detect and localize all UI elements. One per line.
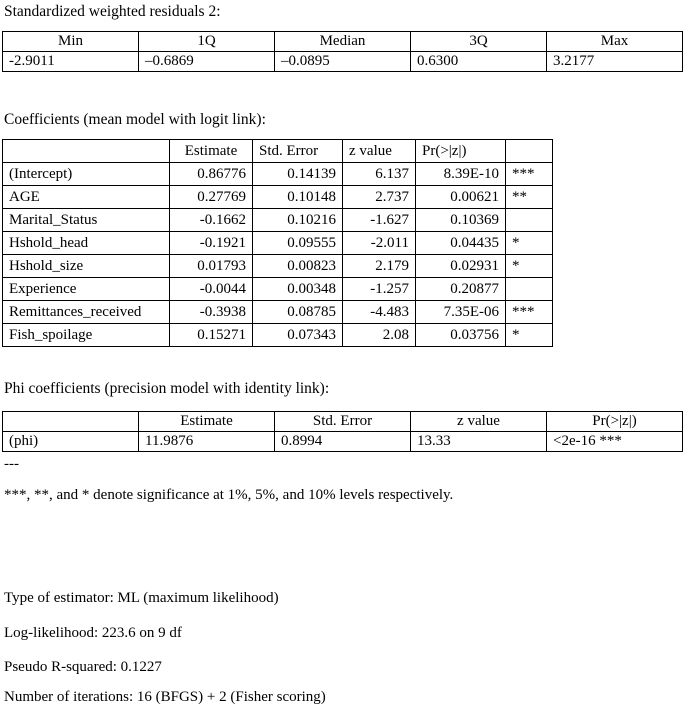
estimate-cell: 0.27769	[170, 186, 253, 209]
significance-note: ***, **, and * denote significance at 1%, 5%, and 10% levels respectively.	[4, 487, 454, 503]
zvalue-cell: 2.08	[343, 324, 416, 347]
estimate-cell: 0.86776	[170, 163, 253, 186]
estimate-cell: 0.01793	[170, 255, 253, 278]
stderror-cell: 0.10148	[253, 186, 343, 209]
header-cell-stderror: Std. Error	[253, 140, 343, 163]
estimator-line: Type of estimator: ML (maximum likelihood)	[4, 590, 279, 606]
pvalue-cell: 0.03756	[416, 324, 506, 347]
header-cell-estimate: Estimate	[170, 140, 253, 163]
sig-cell: *	[506, 232, 553, 255]
stderror-cell: 0.10216	[253, 209, 343, 232]
row-label-cell: (phi)	[3, 432, 139, 452]
estimate-cell: 0.15271	[170, 324, 253, 347]
header-cell-median: Median	[275, 32, 411, 52]
sig-cell: *	[506, 255, 553, 278]
header-cell-stderror: Std. Error	[275, 412, 411, 432]
row-label-cell: Experience	[3, 278, 170, 301]
data-cell-1q: –0.6869	[139, 52, 275, 72]
header-cell-sig	[506, 140, 553, 163]
zvalue-cell: 2.737	[343, 186, 416, 209]
pvalue-cell: 0.20877	[416, 278, 506, 301]
table-row	[3, 186, 553, 209]
row-label-cell: Marital_Status	[3, 209, 170, 232]
header-cell-1q: 1Q	[139, 32, 275, 52]
stderror-cell: 0.00348	[253, 278, 343, 301]
pvalue-cell: <2e-16 ***	[547, 432, 683, 452]
estimate-cell: 11.9876	[139, 432, 275, 452]
zvalue-cell: -2.011	[343, 232, 416, 255]
row-label-cell: Hshold_head	[3, 232, 170, 255]
data-cell-min: -2.9011	[3, 52, 139, 72]
estimate-cell: -0.1662	[170, 209, 253, 232]
stderror-cell: 0.08785	[253, 301, 343, 324]
row-label-cell: Remittances_received	[3, 301, 170, 324]
zvalue-cell: 2.179	[343, 255, 416, 278]
row-label-cell: Hshold_size	[3, 255, 170, 278]
stderror-cell: 0.07343	[253, 324, 343, 347]
table-row	[3, 163, 553, 186]
sig-cell: ***	[506, 301, 553, 324]
sig-cell	[506, 209, 553, 232]
header-cell-estimate: Estimate	[139, 412, 275, 432]
pvalue-cell: 0.04435	[416, 232, 506, 255]
pvalue-cell: 7.35E-06	[416, 301, 506, 324]
residuals-title: Standardized weighted residuals 2:	[4, 3, 221, 20]
header-cell-pvalue: Pr(>|z|)	[416, 140, 506, 163]
header-cell-empty	[3, 140, 170, 163]
sig-cell: *	[506, 324, 553, 347]
phi-title: Phi coefficients (precision model with identity link):	[4, 380, 330, 397]
data-cell-3q: 0.6300	[411, 52, 547, 72]
sig-cell	[506, 278, 553, 301]
data-cell-median: –0.0895	[275, 52, 411, 72]
zvalue-cell: 6.137	[343, 163, 416, 186]
table-row	[3, 209, 553, 232]
table-row	[3, 255, 553, 278]
separator-dashes: ---	[4, 456, 19, 472]
header-cell-empty	[3, 412, 139, 432]
table-row	[3, 232, 553, 255]
log-likelihood-line: Log-likelihood: 223.6 on 9 df	[4, 625, 182, 641]
pseudo-r-squared-line: Pseudo R-squared: 0.1227	[4, 659, 162, 675]
pvalue-cell: 0.02931	[416, 255, 506, 278]
header-cell-zvalue: z value	[343, 140, 416, 163]
stderror-cell: 0.09555	[253, 232, 343, 255]
table-header-row	[3, 140, 553, 163]
estimate-cell: -0.3938	[170, 301, 253, 324]
header-cell-3q: 3Q	[411, 32, 547, 52]
row-label-cell: AGE	[3, 186, 170, 209]
stderror-cell: 0.00823	[253, 255, 343, 278]
stderror-cell: 0.14139	[253, 163, 343, 186]
header-cell-max: Max	[547, 32, 683, 52]
table-header-row	[3, 412, 683, 432]
header-cell-pvalue: Pr(>|z|)	[547, 412, 683, 432]
phi-table	[2, 411, 683, 452]
sig-cell: **	[506, 186, 553, 209]
coefficients-table	[2, 139, 553, 347]
table-header-row	[3, 32, 683, 52]
zvalue-cell: -4.483	[343, 301, 416, 324]
table-row	[3, 301, 553, 324]
table-row	[3, 278, 553, 301]
data-cell-max: 3.2177	[547, 52, 683, 72]
coefficients-title: Coefficients (mean model with logit link):	[4, 111, 266, 128]
pvalue-cell: 8.39E-10	[416, 163, 506, 186]
zvalue-cell: 13.33	[411, 432, 547, 452]
row-label-cell: Fish_spoilage	[3, 324, 170, 347]
pvalue-cell: 0.00621	[416, 186, 506, 209]
residuals-table	[2, 31, 683, 72]
stderror-cell: 0.8994	[275, 432, 411, 452]
header-cell-min: Min	[3, 32, 139, 52]
estimate-cell: -0.1921	[170, 232, 253, 255]
table-row	[3, 52, 683, 72]
zvalue-cell: -1.627	[343, 209, 416, 232]
zvalue-cell: -1.257	[343, 278, 416, 301]
sig-cell: ***	[506, 163, 553, 186]
row-label-cell: (Intercept)	[3, 163, 170, 186]
table-row	[3, 324, 553, 347]
header-cell-zvalue: z value	[411, 412, 547, 432]
iterations-line: Number of iterations: 16 (BFGS) + 2 (Fisher scoring)	[4, 689, 326, 705]
estimate-cell: -0.0044	[170, 278, 253, 301]
pvalue-cell: 0.10369	[416, 209, 506, 232]
table-row	[3, 432, 683, 452]
